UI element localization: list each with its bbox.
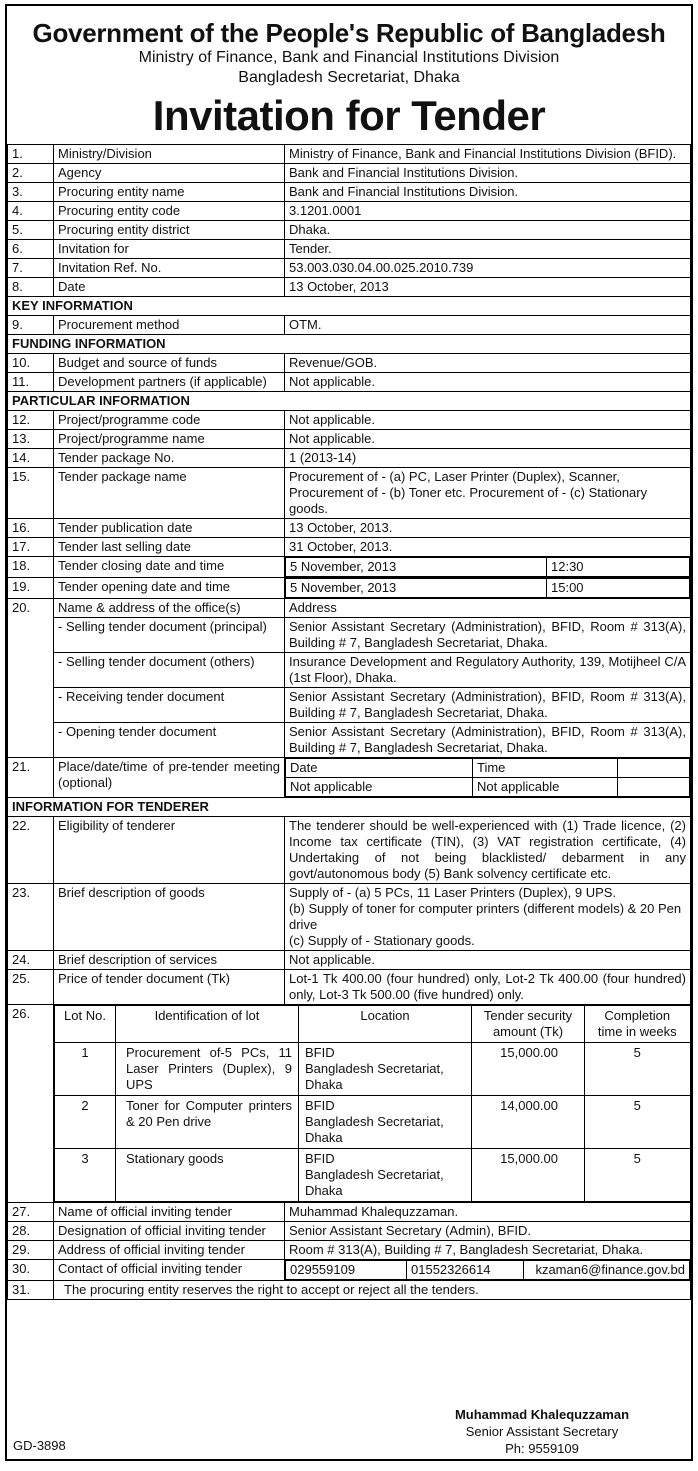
table-row: [8, 1260, 691, 1281]
table-row: [8, 723, 691, 758]
row-value: The procuring entity reserves the right to accept or reject all the tenders.: [54, 1281, 691, 1300]
table-row: [8, 468, 691, 519]
row-number: 12.: [8, 411, 54, 430]
row-number: 16.: [8, 519, 54, 538]
lot-location-line: Bangladesh Secretariat, Dhaka: [305, 1114, 444, 1145]
row-number: 2.: [8, 164, 54, 183]
row-label: Name & address of the office(s): [54, 599, 285, 618]
row-label: Procuring entity code: [54, 202, 285, 221]
table-row: [8, 145, 691, 164]
table-row: [8, 519, 691, 538]
goods-line: Supply of - (a) 5 PCs, 11 Laser Printers (Duplex), 9 UPS.: [289, 885, 617, 900]
row-number: 6.: [8, 240, 54, 259]
table-row: [8, 538, 691, 557]
table-row: [8, 599, 691, 618]
row-number: 19.: [8, 578, 54, 599]
lot-weeks: 5: [585, 1096, 691, 1149]
table-row: [8, 653, 691, 688]
lot-weeks: 5: [585, 1149, 691, 1202]
table-row: [8, 951, 691, 970]
meeting-date-header: Date: [286, 759, 473, 778]
signatory-name: Muhammad Khalequzzaman: [454, 1407, 630, 1422]
row-label: Procuring entity district: [54, 221, 285, 240]
row-label: Budget and source of funds: [54, 354, 285, 373]
ministry-subheading: Ministry of Finance, Bank and Financial Institutions Division: [138, 49, 560, 66]
row-label: Price of tender document (Tk): [54, 970, 285, 1005]
row-value: Senior Assistant Secretary (Admin), BFID.: [285, 1222, 691, 1241]
row-label: Name of official inviting tender: [54, 1203, 285, 1222]
row-label: Tender opening date and time: [54, 578, 285, 599]
lot-security: 15,000.00: [472, 1149, 585, 1202]
location-subheading: Bangladesh Secretariat, Dhaka: [238, 69, 460, 86]
opening-time: 15:00: [547, 579, 690, 598]
row-number: 5.: [8, 221, 54, 240]
meeting-time-value: Not applicable: [473, 778, 618, 797]
row-label: Place/date/time of pre-tender meeting (optional): [54, 758, 285, 798]
lot-location-line: Bangladesh Secretariat, Dhaka: [305, 1167, 444, 1198]
lot-row: [55, 1149, 691, 1202]
row-label: Address of official inviting tender: [54, 1241, 285, 1260]
table-row: [8, 316, 691, 335]
lot-security: 14,000.00: [472, 1096, 585, 1149]
section-information-for-tenderer: INFORMATION FOR TENDERER: [8, 798, 691, 817]
table-row: [8, 817, 691, 884]
lot-header-security: Tender security amount (Tk): [472, 1006, 585, 1043]
lot-no: 1: [55, 1043, 116, 1096]
table-row: [8, 373, 691, 392]
row-value: [285, 578, 691, 599]
row-number: 22.: [8, 817, 54, 884]
row-value: Not applicable.: [285, 411, 691, 430]
row-value: 53.003.030.04.00.025.2010.739: [285, 259, 691, 278]
row-number: 26.: [8, 1005, 54, 1203]
table-row: [8, 1222, 691, 1241]
row-value: Procurement of - (a) PC, Laser Printer (Duplex), Scanner, Procurement of - (b) Toner etc. Procurement of - (c) Stationary goods.: [285, 468, 691, 519]
tender-table: [7, 144, 691, 1300]
signature-block: [427, 1406, 657, 1457]
row-value: Room # 313(A), Building # 7, Bangladesh Secretariat, Dhaka.: [285, 1241, 691, 1260]
row-number: 8.: [8, 278, 54, 297]
table-row: [8, 1281, 691, 1300]
closing-time: 12:30: [547, 558, 690, 577]
row-number: 21.: [8, 758, 54, 798]
section-funding-information: FUNDING INFORMATION: [8, 335, 691, 354]
row-value: 3.1201.0001: [285, 202, 691, 221]
row-value: Senior Assistant Secretary (Administration), BFID, Room # 313(A), Building # 7, Bangladesh Secretariat, Dhaka.: [285, 723, 691, 758]
row-value: Ministry of Finance, Bank and Financial Institutions Division (BFID).: [285, 145, 691, 164]
lot-header-no: Lot No.: [55, 1006, 116, 1043]
table-row: [8, 557, 691, 578]
row-value: Lot-1 Tk 400.00 (four hundred) only, Lot-2 Tk 400.00 (four hundred) only, Lot-3 Tk 500.00 (five hundred) only.: [285, 970, 691, 1005]
row-number: 25.: [8, 970, 54, 1005]
lot-identification: Toner for Computer printers & 20 Pen drive: [116, 1096, 299, 1149]
lot-location: [299, 1149, 472, 1202]
row-number: 4.: [8, 202, 54, 221]
row-label: Tender package name: [54, 468, 285, 519]
table-row: [8, 278, 691, 297]
lot-no: 2: [55, 1096, 116, 1149]
row-label: Brief description of services: [54, 951, 285, 970]
row-label: - Selling tender document (others): [54, 653, 285, 688]
table-row: [8, 688, 691, 723]
meeting-blank: [618, 759, 690, 778]
row-label: Designation of official inviting tender: [54, 1222, 285, 1241]
row-value: Insurance Development and Regulatory Authority, 139, Motijheel C/A (1st Floor), Dhaka.: [285, 653, 691, 688]
row-label: Brief description of goods: [54, 884, 285, 951]
footer: [7, 1404, 691, 1460]
goods-line: (c) Supply of - Stationary goods.: [289, 933, 475, 948]
closing-date: 5 November, 2013: [286, 558, 547, 577]
row-number: 20.: [8, 599, 54, 758]
pre-tender-meeting-grid: [285, 758, 691, 798]
row-value: Not applicable.: [285, 951, 691, 970]
row-value: OTM.: [285, 316, 691, 335]
meeting-blank: [618, 778, 690, 797]
section-heading-row: [8, 297, 691, 316]
section-heading-row: [8, 335, 691, 354]
row-label: - Selling tender document (principal): [54, 618, 285, 653]
row-number: 29.: [8, 1241, 54, 1260]
row-label: Project/programme code: [54, 411, 285, 430]
table-row: [8, 202, 691, 221]
lots-table: [54, 1005, 691, 1202]
row-label: Tender package No.: [54, 449, 285, 468]
row-label: Invitation Ref. No.: [54, 259, 285, 278]
meeting-date-value: Not applicable: [286, 778, 473, 797]
table-row: [8, 240, 691, 259]
row-value: [285, 557, 691, 578]
section-heading-row: [8, 798, 691, 817]
lot-header-weeks: Completion time in weeks: [585, 1006, 691, 1043]
table-row: [8, 430, 691, 449]
signatory-title: Senior Assistant Secretary: [465, 1424, 619, 1439]
row-number: 30.: [8, 1260, 54, 1281]
row-number: 11.: [8, 373, 54, 392]
contact-email: kzaman6@finance.gov.bd: [524, 1261, 690, 1280]
table-row: [8, 449, 691, 468]
tender-notice: [5, 4, 693, 1461]
row-value: Senior Assistant Secretary (Administration), BFID, Room # 313(A), Building # 7, Bangladesh Secretariat, Dhaka.: [285, 688, 691, 723]
row-value: Bank and Financial Institutions Division.: [285, 164, 691, 183]
row-value: Revenue/GOB.: [285, 354, 691, 373]
goods-line: (b) Supply of toner for computer printers (different models) & 20 Pen drive: [289, 901, 682, 932]
row-value: Not applicable.: [285, 430, 691, 449]
row-label: Date: [54, 278, 285, 297]
row-value: 13 October, 2013.: [285, 519, 691, 538]
lot-location: [299, 1096, 472, 1149]
row-value: Bank and Financial Institutions Division.: [285, 183, 691, 202]
row-number: 7.: [8, 259, 54, 278]
table-row: [8, 884, 691, 951]
table-row: [8, 354, 691, 373]
row-number: 18.: [8, 557, 54, 578]
page-title: Invitation for Tender: [152, 92, 546, 139]
lot-location-line: Bangladesh Secretariat, Dhaka: [305, 1061, 444, 1092]
table-row: [8, 578, 691, 599]
row-label: Development partners (if applicable): [54, 373, 285, 392]
table-row: [8, 1241, 691, 1260]
row-value: [285, 884, 691, 951]
row-label: Agency: [54, 164, 285, 183]
row-value: 31 October, 2013.: [285, 538, 691, 557]
row-value: Dhaka.: [285, 221, 691, 240]
lot-no: 3: [55, 1149, 116, 1202]
table-row: [8, 221, 691, 240]
lot-location-line: BFID: [305, 1098, 335, 1113]
signatory-phone: Ph: 9559109: [505, 1441, 579, 1456]
row-label: - Opening tender document: [54, 723, 285, 758]
row-number: 13.: [8, 430, 54, 449]
row-value: Address: [285, 599, 691, 618]
row-number: 14.: [8, 449, 54, 468]
row-label: Tender publication date: [54, 519, 285, 538]
row-label: Eligibility of tenderer: [54, 817, 285, 884]
row-number: 9.: [8, 316, 54, 335]
row-number: 24.: [8, 951, 54, 970]
lot-identification: Stationary goods: [116, 1149, 299, 1202]
contact-phone-1: 029559109: [286, 1261, 407, 1280]
row-number: 28.: [8, 1222, 54, 1241]
table-row: [8, 411, 691, 430]
table-row: [8, 618, 691, 653]
lot-identification: Procurement of-5 PCs, 11 Laser Printers (Duplex), 9 UPS: [116, 1043, 299, 1096]
government-heading: Government of the People's Republic of Bangladesh: [32, 18, 666, 48]
row-label: Procurement method: [54, 316, 285, 335]
row-number: 31.: [8, 1281, 54, 1300]
lot-weeks: 5: [585, 1043, 691, 1096]
table-row: [8, 259, 691, 278]
table-row: [8, 970, 691, 1005]
section-heading-row: [8, 392, 691, 411]
lot-row: [55, 1043, 691, 1096]
row-label: Invitation for: [54, 240, 285, 259]
opening-date: 5 November, 2013: [286, 579, 547, 598]
section-particular-information: PARTICULAR INFORMATION: [8, 392, 691, 411]
row-number: 23.: [8, 884, 54, 951]
row-value: Tender.: [285, 240, 691, 259]
lots-container: [54, 1005, 691, 1203]
table-row: [8, 1203, 691, 1222]
lot-location-line: BFID: [305, 1045, 335, 1060]
lot-security: 15,000.00: [472, 1043, 585, 1096]
table-row: [8, 758, 691, 798]
row-value: Not applicable.: [285, 373, 691, 392]
contact-grid: [285, 1260, 691, 1281]
row-label: Ministry/Division: [54, 145, 285, 164]
contact-phone-2: 01552326614: [407, 1261, 524, 1280]
meeting-time-header: Time: [473, 759, 618, 778]
row-label: Project/programme name: [54, 430, 285, 449]
row-value: The tenderer should be well-experienced with (1) Trade licence, (2) Income tax certificate (TIN), (3) VAT registration certificate, (4) Undertaking of not being blacklisted/ debarment in any govt/autonomous body (5) Bank solvency certificate etc.: [285, 817, 691, 884]
row-number: 15.: [8, 468, 54, 519]
table-row: [8, 164, 691, 183]
lot-header-ident: Identification of lot: [116, 1006, 299, 1043]
lot-row: [55, 1096, 691, 1149]
row-number: 10.: [8, 354, 54, 373]
lot-location-line: BFID: [305, 1151, 335, 1166]
row-number: 17.: [8, 538, 54, 557]
row-value: Muhammad Khalequzzaman.: [285, 1203, 691, 1222]
row-label: Tender closing date and time: [54, 557, 285, 578]
table-row: [8, 183, 691, 202]
gd-code: GD-3898: [13, 1438, 66, 1453]
row-label: - Receiving tender document: [54, 688, 285, 723]
row-label: Tender last selling date: [54, 538, 285, 557]
row-number: 1.: [8, 145, 54, 164]
row-label: Procuring entity name: [54, 183, 285, 202]
table-row: [8, 1005, 691, 1203]
row-value: Senior Assistant Secretary (Administration), BFID, Room # 313(A), Building # 7, Bangladesh Secretariat, Dhaka.: [285, 618, 691, 653]
lot-header-location: Location: [299, 1006, 472, 1043]
lot-location: [299, 1043, 472, 1096]
row-value: 1 (2013-14): [285, 449, 691, 468]
row-label: Contact of official inviting tender: [54, 1260, 285, 1281]
row-value: 13 October, 2013: [285, 278, 691, 297]
section-key-information: KEY INFORMATION: [8, 297, 691, 316]
row-number: 3.: [8, 183, 54, 202]
row-number: 27.: [8, 1203, 54, 1222]
